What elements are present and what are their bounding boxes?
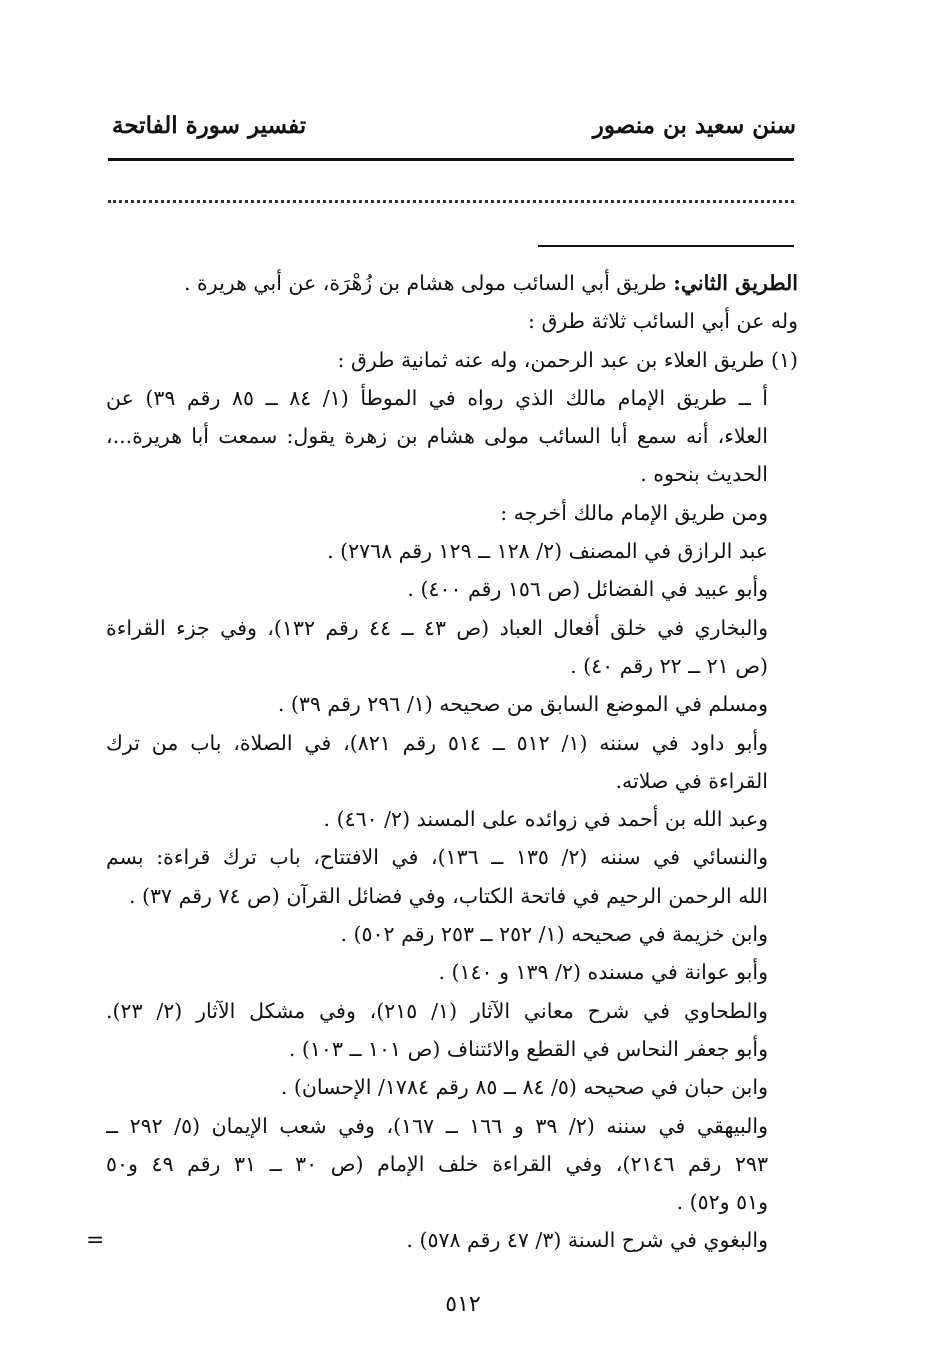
running-header-section-title: تفسير سورة الفاتحة <box>112 112 307 139</box>
text-line: الله الرحمن الرحيم في فاتحة الكتاب، وفي فضائل القرآن (ص ٧٤ رقم ٣٧) . <box>129 883 768 908</box>
text-line: والبغوي في شرح السنة (٣/ ٤٧ رقم ٥٧٨) . <box>406 1228 768 1253</box>
intro-text: طريق أبي السائب مولى هشام بن زُهْرَة، عن أبي هريرة . <box>183 271 674 295</box>
page-number: ٥١٢ <box>445 1292 481 1317</box>
text-line: وأبو عبيد في الفضائل (ص ١٥٦ رقم ٤٠٠) . <box>407 577 768 602</box>
continuation-mark: = <box>86 1228 105 1253</box>
text-line: و٥١ و٥٢) . <box>676 1190 768 1215</box>
footnote-body <box>106 264 798 1260</box>
text-line: ومن طريق الإمام مالك أخرجه : <box>500 500 768 525</box>
text-line: والنسائي في سننه (٢/ ١٣٥ ــ ١٣٦)، في الافتتاح، باب ترك قراءة: بسم <box>106 845 768 870</box>
text-line: وأبو عوانة في مسنده (٢/ ١٣٩ و ١٤٠) . <box>438 960 768 985</box>
footnote-rule <box>538 245 794 247</box>
text-line: والطحاوي في شرح معاني الآثار (١/ ٢١٥)، وفي مشكل الآثار (٢/ ٢٣). <box>106 998 768 1023</box>
text-line: الحديث بنحوه . <box>640 462 768 487</box>
intro-label: الطريق الثاني: <box>673 271 798 295</box>
text-line: والبخاري في خلق أفعال العباد (ص ٤٣ ــ ٤٤ رقم ١٣٢)، وفي جزء القراءة <box>106 615 768 640</box>
text-line: وعبد الله بن أحمد في زوائده على المسند (٢/ ٤٦٠) . <box>323 807 768 832</box>
text-line: أ ــ طريق الإمام مالك الذي رواه في الموطأ (١/ ٨٤ ــ ٨٥ رقم ٣٩) عن <box>106 385 768 410</box>
text-line: ومسلم في الموضع السابق من صحيحه (١/ ٢٩٦ رقم ٣٩) . <box>277 692 768 717</box>
text-line: وأبو داود في سننه (١/ ٥١٢ ــ ٥١٤ رقم ٨٢١)، في الصلاة، باب من ترك <box>106 730 768 755</box>
text-line: والبيهقي في سننه (٢/ ٣٩ و ١٦٦ ــ ١٦٧)، وفي شعب الإيمان (٥/ ٢٩٢ ــ <box>106 1113 768 1138</box>
dotted-separator <box>108 200 794 203</box>
text-line: وأبو جعفر النحاس في القطع والائتناف (ص ١٠١ ــ ١٠٣) . <box>288 1036 768 1061</box>
text-line: (ص ٢١ ــ ٢٢ رقم ٤٠) . <box>570 653 768 678</box>
text-line <box>106 264 798 302</box>
text-line: عبد الرازق في المصنف (٢/ ١٢٨ ــ ١٢٩ رقم ٢٧٦٨) . <box>327 539 768 564</box>
text-line: (١) طريق العلاء بن عبد الرحمن، وله عنه ثمانية طرق : <box>337 347 798 372</box>
text-line: وابن حبان في صحيحه (٥/ ٨٤ ــ ٨٥ رقم ١٧٨٤/ الإحسان) . <box>280 1075 768 1100</box>
text-line: وابن خزيمة في صحيحه (١/ ٢٥٢ ــ ٢٥٣ رقم ٥٠٢) . <box>340 922 768 947</box>
text-line: ٢٩٣ رقم ٢١٤٦)، وفي القراءة خلف الإمام (ص ٣٠ ــ ٣١ رقم ٤٩ و٥٠ <box>106 1151 768 1176</box>
text-line: وله عن أبي السائب ثلاثة طرق : <box>528 309 798 334</box>
header-rule <box>108 158 794 161</box>
running-header-book-title: سنن سعيد بن منصور <box>592 112 796 139</box>
text-line: القراءة في صلاته. <box>615 768 768 793</box>
text-line: العلاء، أنه سمع أبا السائب مولى هشام بن زهرة يقول: سمعت أبا هريرة...، <box>106 424 768 449</box>
